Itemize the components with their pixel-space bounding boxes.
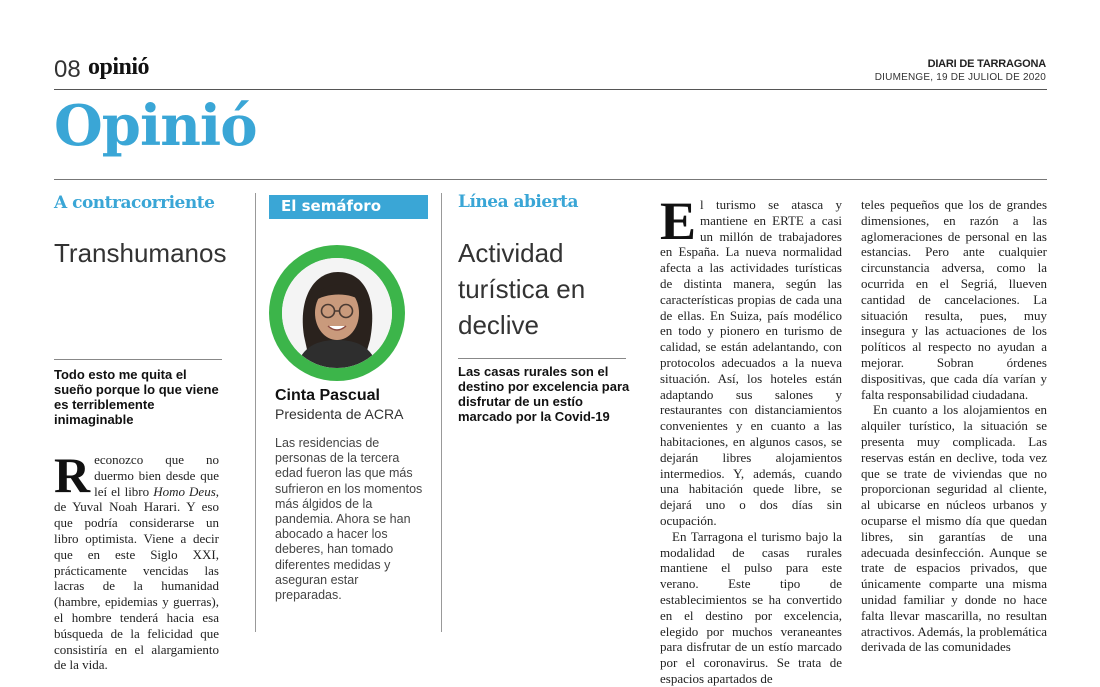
- person-name: Cinta Pascual: [275, 387, 380, 404]
- column-kicker: Línea abierta: [458, 192, 579, 212]
- section-title: Opinió: [54, 93, 257, 159]
- article-body-col-2: teles pequeños que los de grandes dimensiones, en razón a las aglomeraciones de personal en las estancias. Pero ante cualquier circunstancia adversa, como la ocurrida en el Segriá, llueven cantidad de cancelaciones. La situación resulta, pues, muy insegura y las actuaciones de los políticos al respecto no ayudan a mejorar. Sobran órdenes dispositivas, que cada día varían y falta responsabilidad ciudadana. En cuanto a los alojamientos en alquiler turístico, la situación se presenta muy complicada. Las reservas están en declive, toda vez que se trate de viviendas que no proporcionan seguridad al cliente, al ubicarse en núcleos urbanos y ocuparse el mismo día que quedan libres, sin garantías de una adecuada desinfección. Aunque se trate de espacios privados, que únicamente comparte una misma unidad familiar y donde no hace falta llevar mascarilla, no resultan atractivos. Además, la problemática derivada de las comunidades: [861, 197, 1047, 655]
- issue-date: DIUMENGE, 19 DE JULIOL DE 2020: [874, 72, 1046, 83]
- article-body-col-1: El turismo se atasca y mantiene en ERTE a casi un millón de trabajadores en España. La nueva normalidad afecta a las actividades turísticas de distinta manera, según las características propias de cada una de ellas. En Suiza, país modélico en todo y pionero en turismo de calidad, se están adelantando, con protocolos adecuados a la nueva situación. Así, los hoteles están adaptando sus salones y restaurantes con distanciamientos convenientes y en cuanto a las habitaciones, en algunos casos, se dejarán libres alojamientos intermedios. Y, además, cuando una habitación quede libre, se dejará uno o dos días sin ocupación. En Tarragona el turismo bajo la modalidad de casas rurales mantiene el pulso para este verano. Este tipo de establecimientos se ha convertido en el destino por excelencia, elegido por muchos veraneantes para disfrutar de un estío marcado por el coronavirus. Se trata de espacios apartados de: [660, 191, 842, 686]
- deck-rule: [54, 359, 222, 360]
- section-rule: [54, 179, 1047, 180]
- column-deck: Las casas rurales son el destino por excelencia para disfrutar de un estío marcado por la Covid-19: [458, 364, 630, 424]
- section-label: opinió: [88, 54, 150, 80]
- portrait-photo: [282, 258, 392, 368]
- deck-rule: [458, 358, 626, 359]
- semaforo-banner: El semáforo: [269, 195, 428, 219]
- column-body: Reconozco que no duermo bien desde que leí el libro Homo Deus, de Yuval Noah Harari. Y eso que podría considerarse un libro optimista. Viene a decir que en este Siglo XXI, prácticamente vencidas las lacras de la humanidad (hambre, epidemias y guerras), el hombre tenderá hacia esa búsqueda de la felicidad que consistiría en el alargamiento de la vida.: [54, 447, 219, 673]
- column-title: Actividad turística en declive: [458, 238, 586, 340]
- header-rule: [54, 89, 1047, 90]
- column-kicker: A contracorriente: [54, 193, 215, 213]
- column-divider: [441, 193, 442, 632]
- page-number: 08: [54, 56, 81, 83]
- newspaper-name: DIARI DE TARRAGONA: [927, 58, 1046, 70]
- drop-cap: R: [54, 447, 91, 503]
- drop-cap: E: [660, 191, 697, 251]
- column-title: Transhumanos: [54, 238, 227, 268]
- column-deck: Todo esto me quita el sueño porque lo que viene es terriblemente inimaginable: [54, 367, 219, 427]
- person-role: Presidenta de ACRA: [275, 406, 404, 422]
- column-divider: [255, 193, 256, 632]
- semaforo-text: Las residencias de personas de la tercera edad fueron las que más sufrieron en los momentos más álgidos de la pandemia. Ahora se han abocado a hacer los deberes, han tomado diferentes medidas y aseguran estar preparadas.: [275, 436, 423, 603]
